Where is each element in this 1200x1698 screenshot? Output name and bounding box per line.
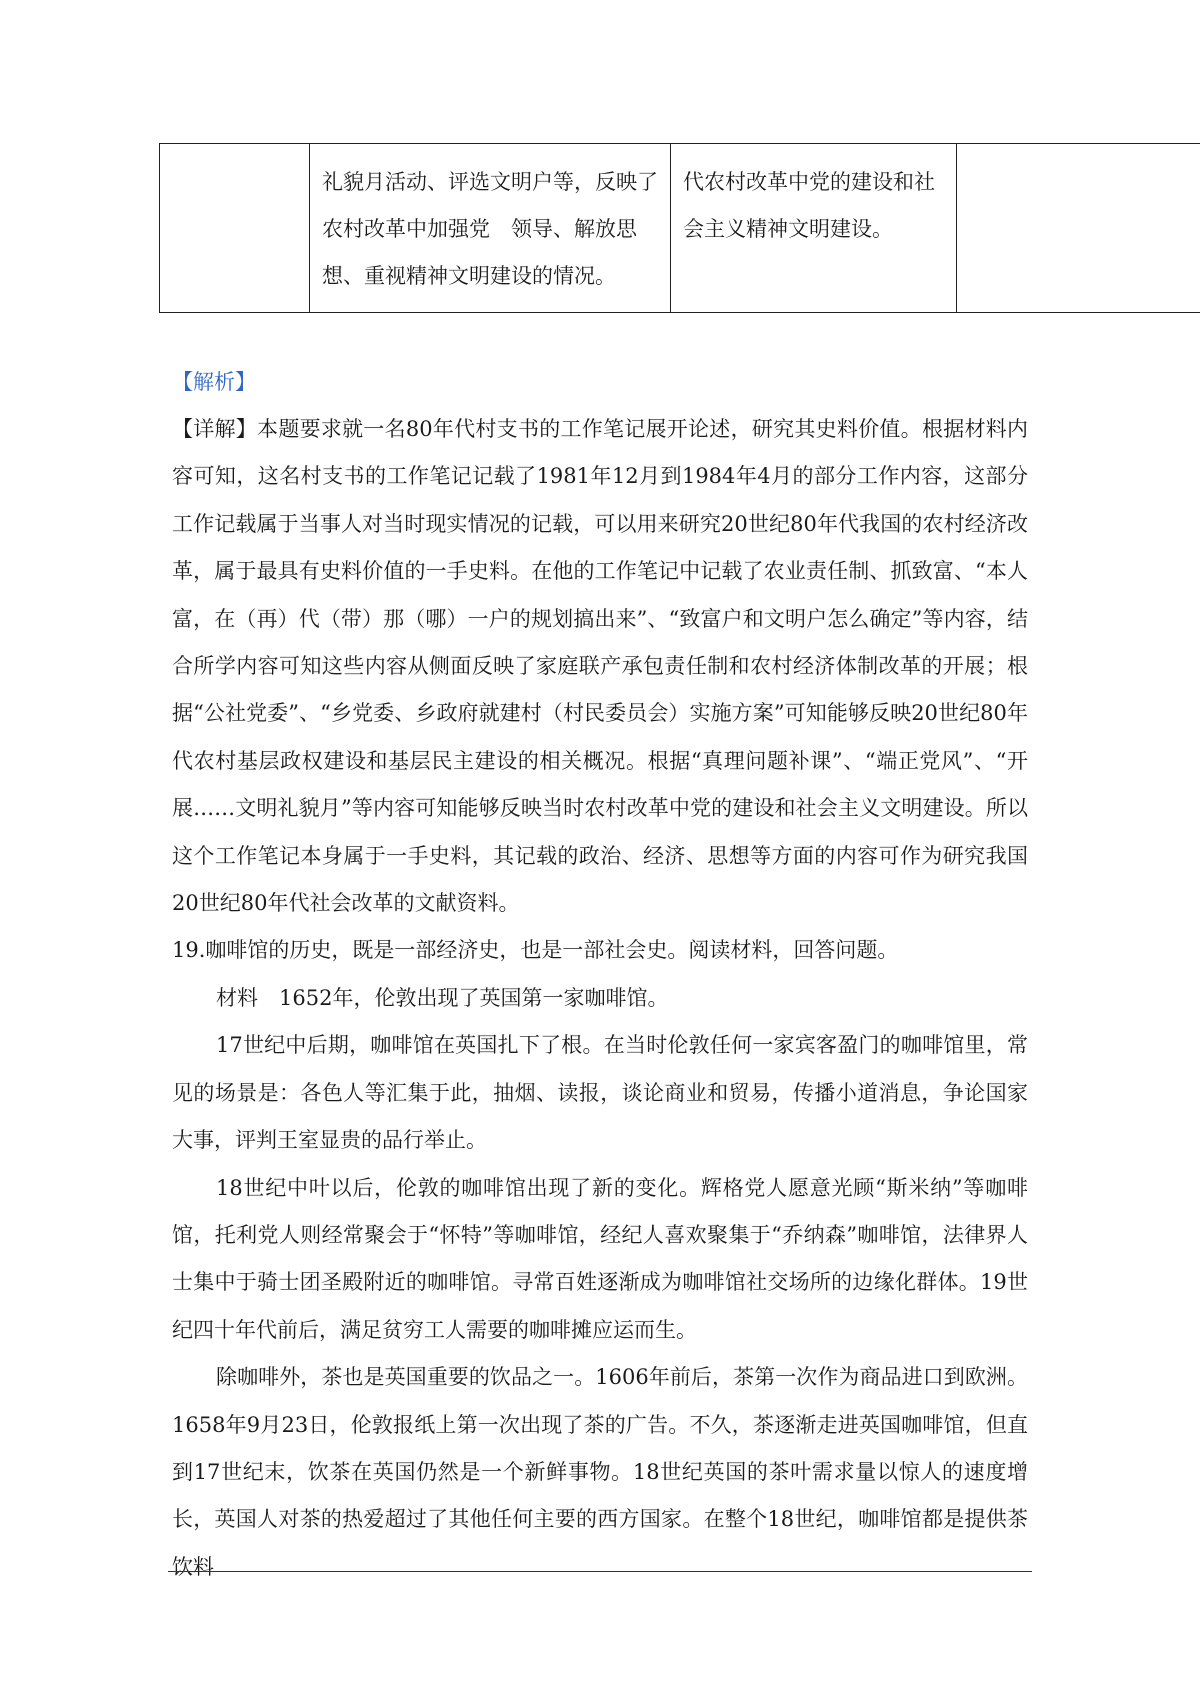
table-cell-empty-right <box>957 144 1200 313</box>
material-paragraph: 材料 1652年，伦敦出现了英国第一家咖啡馆。 <box>216 985 669 1010</box>
analysis-detail: 【详解】本题要求就一名80年代村支书的工作笔记展开论述，研究其史料价值。根据材料内容可知，这名村支书的工作笔记记载了1981年12月到1984年4月的部分工作内容，这部分工作记载属于当事人对当时现实情况的记载，可以用来研究20世纪80年代我国的农村经济改革，属于最具有史料价值的一手史料。在他的工作笔记中记载了农业责任制、抓致富、“本人富，在（再）代（带）那（哪）一户的规划搞出来”、“致富户和文明户怎么确定”等内容，结合所学内容可知这些内容从侧面反映了家庭联产承包责任制和农村经济体制改革的开展；根据“公社党委”、“乡党委、乡政府就建村（村民委员会）实施方案”可知能够反映20世纪80年代农村基层政权建设和基层民主建设的相关概况。根据“真理问题补课”、“端正党风”、“开展……文明礼貌月”等内容可知能够反映当时农村改革中党的建设和社会主义文明建设。所以这个工作笔记本身属于一手史料，其记载的政治、经济、思想等方面的内容可作为研究我国20世纪80年代社会改革的文献资料。 <box>172 417 1028 916</box>
table-row <box>160 144 1200 313</box>
table-cell-content: 代农村改革中党的建设和社会主义精神文明建设。 <box>671 144 957 313</box>
answer-table <box>159 143 1200 313</box>
table-cell-empty-left <box>160 144 310 313</box>
material-paragraph: 18世纪中叶以后，伦敦的咖啡馆出现了新的变化。辉格党人愿意光顾“斯米纳”等咖啡馆，托利党人则经常聚会于“怀特”等咖啡馆，经纪人喜欢聚集于“乔纳森”咖啡馆，法律界人士集中于骑士团圣殿附近的咖啡馆。寻常百姓逐渐成为咖啡馆社交场所的边缘化群体。19世纪四十年代前后，满足贫穷工人需要的咖啡摊应运而生。 <box>172 1175 1028 1342</box>
footer-divider <box>168 1571 1032 1572</box>
question-19-stem: 19.咖啡馆的历史，既是一部经济史，也是一部社会史。阅读材料，回答问题。 <box>172 938 899 963</box>
material-paragraph: 除咖啡外，茶也是英国重要的饮品之一。1606年前后，茶第一次作为商品进口到欧洲。1658年9月23日，伦敦报纸上第一次出现了茶的广告。不久，茶逐渐走进英国咖啡馆，但直到17世纪末，饮茶在英国仍然是一个新鲜事物。18世纪英国的茶叶需求量以惊人的速度增长，英国人对茶的热爱超过了其他任何主要的西方国家。在整个18世纪，咖啡馆都是提供茶饮料 <box>172 1365 1028 1579</box>
table-cell-content: 礼貌月活动、评选文明户等，反映了农村改革中加强党 领导、解放思想、重视精神文明建设的情况。 <box>310 144 671 313</box>
material-paragraph: 17世纪中后期，咖啡馆在英国扎下了根。在当时伦敦任何一家宾客盈门的咖啡馆里，常见的场景是：各色人等汇集于此，抽烟、读报，谈论商业和贸易，传播小道消息，争论国家大事，评判王室显贵的品行举止。 <box>172 1033 1028 1153</box>
analysis-section <box>172 359 1028 1591</box>
analysis-label: 【解析】 <box>172 370 256 394</box>
